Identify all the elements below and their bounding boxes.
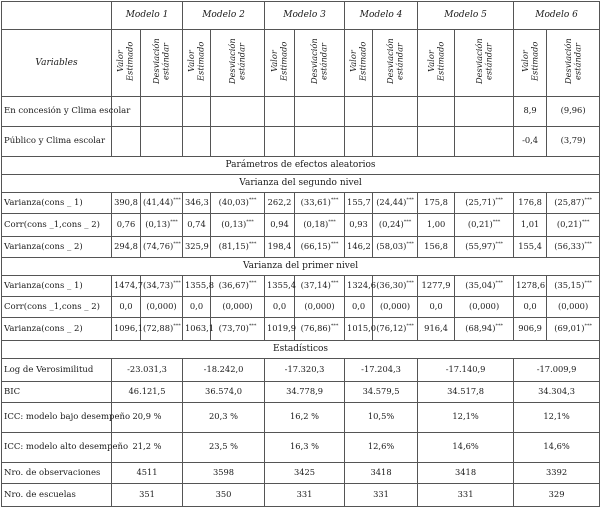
model-5-header: Modelo 5 xyxy=(418,2,514,30)
significance-stars: *** xyxy=(330,197,339,204)
section-first-level: Varianza del primer nivel xyxy=(2,257,600,275)
significance-stars: *** xyxy=(330,241,339,248)
significance-stars: *** xyxy=(584,280,592,287)
model-6-header: Modelo 6 xyxy=(514,2,600,30)
statistic-value: -17.320,3 xyxy=(265,358,345,381)
model-3-header: Modelo 3 xyxy=(265,2,345,30)
value-cell: 156,8 xyxy=(418,236,455,257)
sd-cell: (73,70)*** xyxy=(211,317,265,340)
value-cell: 8,9 xyxy=(514,96,547,126)
statistic-value: 14,6% xyxy=(418,432,514,462)
significance-stars: *** xyxy=(248,241,257,248)
row-label: Corr(cons _1,cons _ 2) xyxy=(2,213,112,236)
significance-stars: *** xyxy=(406,323,414,330)
row-label: ICC: modelo bajo desempeño xyxy=(2,402,112,432)
significance-stars: *** xyxy=(248,323,257,330)
sd-cell: (0,000) xyxy=(373,296,418,317)
statistic-value: 3418 xyxy=(345,462,418,483)
sd-cell: (0,000) xyxy=(211,296,265,317)
sd-cell: (72,88)*** xyxy=(141,317,183,340)
value-cell: 1474,7 xyxy=(112,275,141,296)
table-row xyxy=(2,381,600,402)
value-cell: 0,93 xyxy=(345,213,373,236)
sd-cell: (0,13)*** xyxy=(211,213,265,236)
value-cell: 146,2 xyxy=(345,236,373,257)
significance-stars: *** xyxy=(246,219,254,226)
value-cell: 906,9 xyxy=(514,317,547,340)
variables-label: Variables xyxy=(2,30,112,97)
significance-stars: *** xyxy=(492,219,501,226)
sd-cell: (37,14)*** xyxy=(295,275,345,296)
statistic-value: 20,3 % xyxy=(183,402,265,432)
significance-stars: *** xyxy=(584,241,592,248)
statistic-value: 34.579,5 xyxy=(345,381,418,402)
sd-cell: (69,01)*** xyxy=(547,317,600,340)
table-row xyxy=(2,317,600,340)
value-cell: 1278,6 xyxy=(514,275,547,296)
row-label: En concesión y Clima escolar xyxy=(2,96,112,126)
significance-stars: *** xyxy=(584,323,592,330)
sd-cell: (0,000) xyxy=(141,296,183,317)
sd-cell: (76,86)*** xyxy=(295,317,345,340)
sd-cell: (24,44)*** xyxy=(373,192,418,213)
sd-cell: (33,61)*** xyxy=(295,192,345,213)
statistic-value: 331 xyxy=(418,483,514,506)
value-cell: 390,8 xyxy=(112,192,141,213)
statistic-value: 12,1% xyxy=(514,402,600,432)
value-cell: 1,00 xyxy=(418,213,455,236)
sd-cell: (68,94)*** xyxy=(455,317,514,340)
value-cell: 1277,9 xyxy=(418,275,455,296)
statistic-value: 16,2 % xyxy=(265,402,345,432)
row-label: Varianza(cons _ 2) xyxy=(2,317,112,340)
statistic-value: 23,5 % xyxy=(183,432,265,462)
model-1-header: Modelo 1 xyxy=(112,2,183,30)
significance-stars: *** xyxy=(495,241,503,248)
sd-cell: (25,87)*** xyxy=(547,192,600,213)
value-cell: 1063,1 xyxy=(183,317,211,340)
significance-stars: *** xyxy=(173,280,181,287)
statistic-value: -23.031,3 xyxy=(112,358,183,381)
desviacion-estandar-label: Desviación estándar xyxy=(562,38,583,85)
statistic-value: 3425 xyxy=(265,462,345,483)
sd-cell: (81,15)*** xyxy=(211,236,265,257)
significance-stars: *** xyxy=(170,219,178,226)
value-cell: 198,4 xyxy=(265,236,295,257)
significance-stars: *** xyxy=(406,197,414,204)
subheader-row xyxy=(2,30,600,97)
significance-stars: *** xyxy=(173,197,181,204)
model-4-header: Modelo 4 xyxy=(345,2,418,30)
statistic-value: 14,6% xyxy=(514,432,600,462)
significance-stars: *** xyxy=(330,323,339,330)
statistic-value: 12,6% xyxy=(345,432,418,462)
sd-cell: (0,13)*** xyxy=(141,213,183,236)
statistic-value: -17.204,3 xyxy=(345,358,418,381)
table-row xyxy=(2,358,600,381)
first-level-rows xyxy=(2,275,600,340)
sd-cell: (0,21)*** xyxy=(547,213,600,236)
sd-cell: (40,03)*** xyxy=(211,192,265,213)
value-cell: 1015,0 xyxy=(345,317,373,340)
sd-cell: (0,24)*** xyxy=(373,213,418,236)
sd-cell: (3,79) xyxy=(547,126,600,156)
value-cell: 155,4 xyxy=(514,236,547,257)
table-row xyxy=(2,483,600,506)
value-cell: 155,7 xyxy=(345,192,373,213)
sd-cell: (0,18)*** xyxy=(295,213,345,236)
value-cell: 262,2 xyxy=(265,192,295,213)
sd-cell: (66,15)*** xyxy=(295,236,345,257)
value-cell: 1355,4 xyxy=(265,275,295,296)
sd-cell: (35,15)*** xyxy=(547,275,600,296)
sd-cell: (56,33)*** xyxy=(547,236,600,257)
statistic-value: 3418 xyxy=(418,462,514,483)
sd-cell: (0,000) xyxy=(455,296,514,317)
row-label: ICC: modelo alto desempeño xyxy=(2,432,112,462)
significance-stars: *** xyxy=(173,241,181,248)
desviacion-estandar-label: Desviación estándar xyxy=(473,38,494,85)
significance-stars: *** xyxy=(584,197,592,204)
table-row xyxy=(2,402,600,432)
valor-estimado-label: Valor Estimado xyxy=(348,41,368,82)
sd-cell: (36,67)*** xyxy=(211,275,265,296)
value-cell: 1096,1 xyxy=(112,317,141,340)
value-cell: 346,3 xyxy=(183,192,211,213)
sd-cell: (74,76)*** xyxy=(141,236,183,257)
value-cell: 0,0 xyxy=(112,296,141,317)
significance-stars: *** xyxy=(581,219,590,226)
value-cell: 0,0 xyxy=(183,296,211,317)
valor-estimado-label: Valor Estimado xyxy=(425,41,446,82)
desviacion-estandar-label: Desviación estándar xyxy=(309,38,329,85)
sd-cell: (41,44)*** xyxy=(141,192,183,213)
significance-stars: *** xyxy=(495,197,503,204)
statistic-value: 34.517,8 xyxy=(418,381,514,402)
sd-cell: (0,000) xyxy=(295,296,345,317)
row-label: Varianza(cons _ 1) xyxy=(2,275,112,296)
value-cell: 916,4 xyxy=(418,317,455,340)
valor-estimado-label: Valor Estimado xyxy=(115,41,135,82)
model-header-row xyxy=(2,2,600,30)
valor-estimado-label: Valor Estimado xyxy=(519,41,540,82)
table-row xyxy=(2,192,600,213)
section-row xyxy=(2,257,600,275)
valor-estimado-label: Valor Estimado xyxy=(185,41,206,82)
sd-cell: (9,96) xyxy=(547,96,600,126)
table-row xyxy=(2,462,600,483)
desviacion-estandar-label: Desviación estándar xyxy=(226,38,247,85)
statistic-value: 46.121,5 xyxy=(112,381,183,402)
section-row xyxy=(2,156,600,174)
second-level-rows xyxy=(2,192,600,257)
statistic-value: 331 xyxy=(265,483,345,506)
value-cell: 1355,8 xyxy=(183,275,211,296)
sd-cell: (36,30)*** xyxy=(373,275,418,296)
significance-stars: *** xyxy=(173,323,181,330)
table-row xyxy=(2,213,600,236)
value-cell: 0,74 xyxy=(183,213,211,236)
sd-cell: (34,73)*** xyxy=(141,275,183,296)
statistic-value: 4511 xyxy=(112,462,183,483)
model-2-header: Modelo 2 xyxy=(183,2,265,30)
significance-stars: *** xyxy=(406,241,414,248)
section-row xyxy=(2,340,600,358)
statistic-value: 34.304,3 xyxy=(514,381,600,402)
value-cell: 294,8 xyxy=(112,236,141,257)
statistic-value: -18.242,0 xyxy=(183,358,265,381)
value-cell: 1324,6 xyxy=(345,275,373,296)
value-cell: 0,0 xyxy=(514,296,547,317)
value-cell: 0,0 xyxy=(265,296,295,317)
table-row xyxy=(2,126,600,156)
value-cell: 175,8 xyxy=(418,192,455,213)
sd-cell: (55,97)*** xyxy=(455,236,514,257)
row-label: Log de Verosimilitud xyxy=(2,358,112,381)
significance-stars: *** xyxy=(328,219,336,226)
corner-cell xyxy=(2,2,112,30)
statistic-value: 350 xyxy=(183,483,265,506)
table-row xyxy=(2,275,600,296)
statistic-value: 12,1% xyxy=(418,402,514,432)
desviacion-estandar-label: Desviación estándar xyxy=(150,38,171,85)
value-cell: 1,01 xyxy=(514,213,547,236)
row-label: Varianza(cons _ 2) xyxy=(2,236,112,257)
row-label: BIC xyxy=(2,381,112,402)
value-cell: 0,0 xyxy=(345,296,373,317)
results-table xyxy=(1,1,600,507)
value-cell: 1019,9 xyxy=(265,317,295,340)
row-label: Público y Clima escolar xyxy=(2,126,112,156)
valor-estimado-label: Valor Estimado xyxy=(269,41,289,82)
sd-cell: (0,000) xyxy=(547,296,600,317)
sd-cell: (35,04)*** xyxy=(455,275,514,296)
sd-cell: (58,03)*** xyxy=(373,236,418,257)
statistic-value: 36.574,0 xyxy=(183,381,265,402)
significance-stars: *** xyxy=(406,280,414,287)
table-row xyxy=(2,96,600,126)
significance-stars: *** xyxy=(403,219,412,226)
statistic-value: -17.140,9 xyxy=(418,358,514,381)
statistic-value: 16,3 % xyxy=(265,432,345,462)
statistic-value: 3598 xyxy=(183,462,265,483)
value-cell: 0,0 xyxy=(418,296,455,317)
row-label: Corr(cons _1,cons _ 2) xyxy=(2,296,112,317)
statistics-rows xyxy=(2,358,600,506)
sd-cell: (76,12)*** xyxy=(373,317,418,340)
statistic-value: 10,5% xyxy=(345,402,418,432)
table-row xyxy=(2,432,600,462)
statistic-value: -17.009,9 xyxy=(514,358,600,381)
statistic-value: 21,2 % xyxy=(112,432,183,462)
statistic-value: 20,9 % xyxy=(112,402,183,432)
sd-cell: (0,21)*** xyxy=(455,213,514,236)
significance-stars: *** xyxy=(248,197,257,204)
section-statistics: Estadísticos xyxy=(2,340,600,358)
statistic-value: 351 xyxy=(112,483,183,506)
table-row xyxy=(2,236,600,257)
table-row xyxy=(2,296,600,317)
section-second-level: Varianza del segundo nivel xyxy=(2,174,600,192)
row-label: Varianza(cons _ 1) xyxy=(2,192,112,213)
statistic-value: 329 xyxy=(514,483,600,506)
section-random-effects: Parámetros de efectos aleatorios xyxy=(2,156,600,174)
value-cell: 0,94 xyxy=(265,213,295,236)
statistic-value: 331 xyxy=(345,483,418,506)
significance-stars: *** xyxy=(495,323,503,330)
row-label: Nro. de observaciones xyxy=(2,462,112,483)
significance-stars: *** xyxy=(248,280,257,287)
statistic-value: 3392 xyxy=(514,462,600,483)
value-cell: -0,4 xyxy=(514,126,547,156)
value-cell: 325,9 xyxy=(183,236,211,257)
significance-stars: *** xyxy=(330,280,339,287)
significance-stars: *** xyxy=(495,280,503,287)
statistic-value: 34.778,9 xyxy=(265,381,345,402)
sd-cell: (25,71)*** xyxy=(455,192,514,213)
section-row xyxy=(2,174,600,192)
value-cell: 0,76 xyxy=(112,213,141,236)
row-label: Nro. de escuelas xyxy=(2,483,112,506)
value-cell: 176,8 xyxy=(514,192,547,213)
desviacion-estandar-label: Desviación estándar xyxy=(384,38,405,85)
